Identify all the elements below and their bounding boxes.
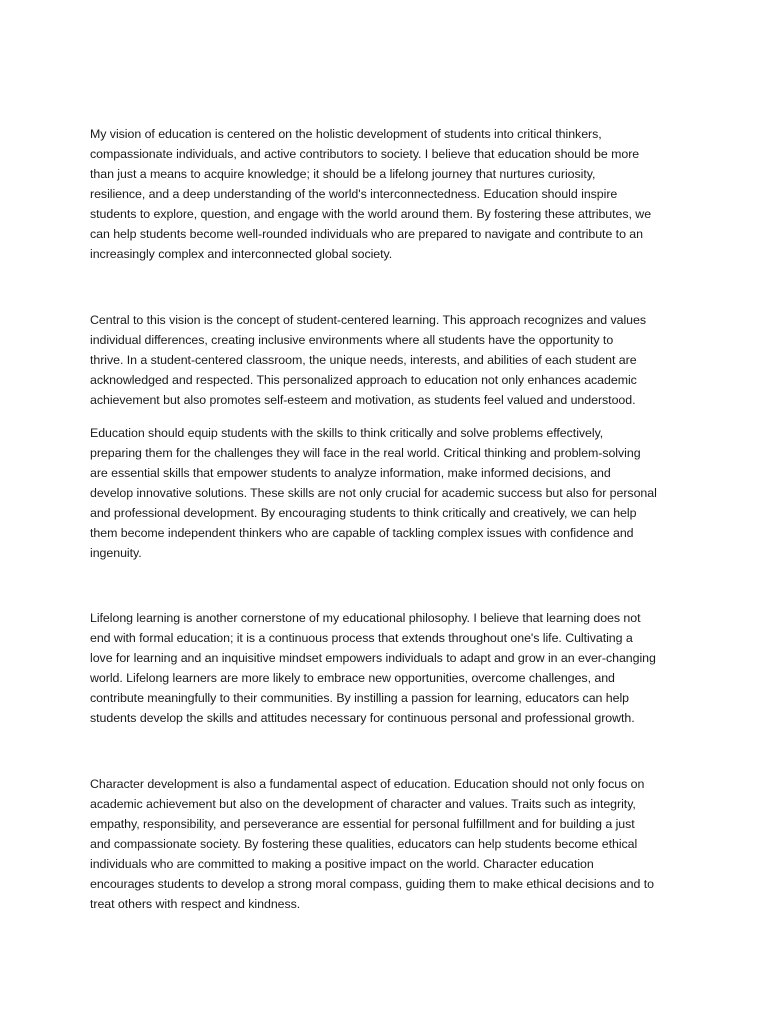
text-line: are essential skills that empower students to analyze information, make informed decisions, and (90, 466, 611, 480)
text-line: empathy, responsibility, and perseverance are essential for personal fulfillment and for building a just (90, 817, 635, 831)
text-line: preparing them for the challenges they will face in the real world. Critical thinking and problem-solving (90, 446, 641, 460)
text-line: students to explore, question, and engage with the world around them. By fostering these attributes, we (90, 207, 652, 221)
text-line: individuals who are committed to making a positive impact on the world. Character education (90, 857, 594, 871)
text-line: than just a means to acquire knowledge; it should be a lifelong journey that nurtures curiosity, (90, 167, 596, 181)
paragraph-vision (90, 124, 690, 264)
text-line: Education should equip students with the skills to think critically and solve problems effectively, (90, 426, 604, 440)
text-line: My vision of education is centered on the holistic development of students into critical thinkers, (90, 127, 602, 141)
text-line: world. Lifelong learners are more likely to embrace new opportunities, overcome challenges, and (90, 671, 615, 685)
text-line: ingenuity. (90, 546, 142, 560)
text-line: thrive. In a student-centered classroom, the unique needs, interests, and abilities of each student are (90, 353, 637, 367)
text-line: Character development is also a fundamental aspect of education. Education should not only focus on (90, 777, 645, 791)
text-line: compassionate individuals, and active contributors to society. I believe that education should be more (90, 147, 640, 161)
text-line: love for learning and an inquisitive mindset empowers individuals to adapt and grow in an ever-changing (90, 651, 656, 665)
text-line: students develop the skills and attitudes necessary for continuous personal and professional growth. (90, 711, 635, 725)
paragraph-lifelong-learning (90, 608, 690, 728)
text-line: them become independent thinkers who are capable of tackling complex issues with confidence and (90, 526, 634, 540)
text-line: Central to this vision is the concept of student-centered learning. This approach recognizes and values (90, 313, 646, 327)
text-line: develop innovative solutions. These skills are not only crucial for academic success but also for personal (90, 486, 657, 500)
text-line: resilience, and a deep understanding of the world's interconnectedness. Education should inspire (90, 187, 618, 201)
text-line: increasingly complex and interconnected global society. (90, 247, 393, 261)
text-line: academic achievement but also on the development of character and values. Traits such as integrity, (90, 797, 636, 811)
text-line: contribute meaningfully to their communities. By instilling a passion for learning, educators can help (90, 691, 630, 705)
paragraph-student-centered (90, 310, 690, 410)
text-line: achievement but also promotes self-esteem and motivation, as students feel valued and understood. (90, 393, 636, 407)
text-line: end with formal education; it is a continuous process that extends throughout one's life. Cultivating a (90, 631, 633, 645)
text-line: Lifelong learning is another cornerstone of my educational philosophy. I believe that learning does not (90, 611, 641, 625)
paragraph-character-development (90, 774, 690, 914)
text-line: can help students become well-rounded individuals who are prepared to navigate and contribute to an (90, 227, 643, 241)
text-line: individual differences, creating inclusive environments where all students have the opportunity to (90, 333, 614, 347)
text-line: treat others with respect and kindness. (90, 897, 301, 911)
text-line: and compassionate society. By fostering these qualities, educators can help students become ethical (90, 837, 638, 851)
text-line: encourages students to develop a strong moral compass, guiding them to make ethical decisions and to (90, 877, 654, 891)
text-line: acknowledged and respected. This personalized approach to education not only enhances academic (90, 373, 637, 387)
text-line: and professional development. By encouraging students to think critically and creatively, we can help (90, 506, 637, 520)
paragraph-critical-thinking (90, 423, 690, 563)
